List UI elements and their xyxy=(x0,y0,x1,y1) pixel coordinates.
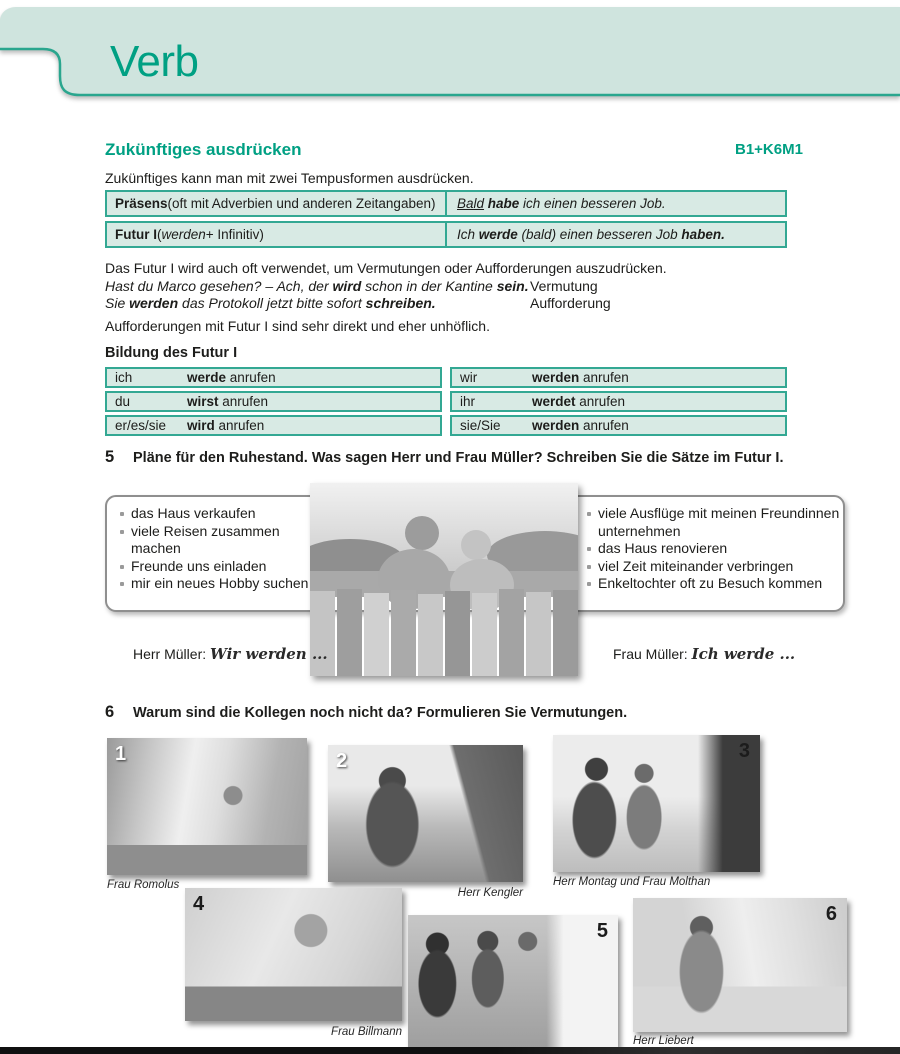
infinitive: anrufen xyxy=(583,418,629,433)
usage-part: das Protokoll jetzt bitte sofort xyxy=(178,295,366,311)
photo-caption: Herr Kengler xyxy=(457,887,523,899)
tense-term: Futur I xyxy=(115,227,157,242)
photo-colleagues-coffee-machine xyxy=(553,735,760,872)
pronoun: er/es/sie xyxy=(115,418,167,433)
photo-number: 6 xyxy=(825,903,837,925)
pronoun: du xyxy=(115,394,131,409)
example-cell xyxy=(447,227,785,242)
exercise-5-number: 5 xyxy=(105,448,115,466)
usage-intro: Das Futur I wird auch oft verwendet, um Vermutungen oder Aufforderungen auszudrücken. xyxy=(105,260,667,276)
list-item: Freunde uns einladen xyxy=(118,558,313,576)
list-item: mir ein neues Hobby suchen xyxy=(118,575,313,593)
exercise-6-number: 6 xyxy=(105,703,115,721)
example-part-bold: habe xyxy=(484,196,524,211)
tense-term-note: (oft mit Adverbien und anderen Zeitangaben) xyxy=(167,196,436,211)
usage-part: Sie xyxy=(105,295,130,311)
example-part: (bald) einen besseren Job xyxy=(521,227,682,242)
example-part-bold: werde xyxy=(475,227,522,242)
tense-term-note: ( xyxy=(157,227,162,242)
speaker-label: Frau Müller: xyxy=(613,646,692,662)
tense-name-cell xyxy=(107,223,447,246)
example-cell xyxy=(447,196,785,211)
photo-couple-at-fence xyxy=(310,483,578,676)
example-part: Ich xyxy=(457,227,476,242)
list-item: Enkeltochter oft zu Besuch kommen xyxy=(585,575,843,593)
photo-man-at-copier xyxy=(633,898,847,1032)
usage-part: schon in der Kantine xyxy=(361,278,497,294)
section-heading: Zukünftiges ausdrücken xyxy=(105,140,302,159)
photo-sick-woman xyxy=(185,888,402,1021)
exercise-6-title: Warum sind die Kollegen noch nicht da? Formulieren Sie Vermutungen. xyxy=(133,705,628,721)
table-row xyxy=(105,415,787,436)
photo-number: 3 xyxy=(738,740,750,762)
conjugation-heading: Bildung des Futur I xyxy=(105,345,238,361)
conjugation-cell xyxy=(450,391,787,412)
pronoun: sie/Sie xyxy=(460,418,501,433)
usage-note: Aufforderungen mit Futur I sind sehr direkt und eher unhöflich. xyxy=(105,318,490,334)
list-item: viel Zeit miteinander verbringen xyxy=(585,558,843,576)
tense-table xyxy=(105,190,787,252)
usage-part-bold: werden xyxy=(129,295,179,311)
tense-term-note: + Infinitiv) xyxy=(205,227,264,242)
pronoun: ihr xyxy=(460,394,476,409)
photo-caption: Herr Liebert xyxy=(633,1035,694,1047)
herr-mueller-prompt xyxy=(133,645,328,663)
pronoun: wir xyxy=(460,370,478,385)
photo-number: 2 xyxy=(336,750,348,772)
verb-form: wird xyxy=(187,418,215,433)
photo-caption: Herr Montag und Frau Molthan xyxy=(553,876,711,888)
lesson-reference: B1+K6M1 xyxy=(735,141,803,158)
table-row xyxy=(105,367,787,388)
infinitive: anrufen xyxy=(218,418,265,433)
usage-part: Hast du Marco gesehen? – Ach, der xyxy=(105,278,333,294)
tense-term: Präsens xyxy=(115,196,168,211)
exercise-5-list-right xyxy=(585,505,843,593)
conjugation-cell xyxy=(450,367,787,388)
conjugation-cell xyxy=(450,415,787,436)
speaker-label: Herr Müller: xyxy=(133,646,211,662)
usage-part-bold: wird xyxy=(332,278,362,294)
verb-form: werden xyxy=(532,418,580,433)
tense-name-cell xyxy=(107,192,447,215)
usage-label-aufforderung: Aufforderung xyxy=(530,295,611,311)
infinitive: anrufen xyxy=(222,394,269,409)
example-part-bold: haben. xyxy=(681,227,725,242)
verb-form: werde xyxy=(187,370,227,385)
photo-woman-oversleeping xyxy=(107,738,307,875)
photo-caption: Frau Billmann xyxy=(331,1026,402,1038)
list-item: das Haus verkaufen xyxy=(118,505,313,523)
verb-form: werden xyxy=(532,370,580,385)
verb-form: werdet xyxy=(532,394,576,409)
usage-part-bold: schreiben. xyxy=(365,295,436,311)
table-row xyxy=(105,190,787,217)
pronoun: ich xyxy=(115,370,133,385)
tense-term-italic: werden xyxy=(161,227,206,242)
list-item: viele Reisen zusammen machen xyxy=(118,523,313,558)
photo-number: 5 xyxy=(596,920,608,942)
example-part: ich einen besseren Job. xyxy=(523,196,666,211)
infinitive: anrufen xyxy=(583,370,629,385)
page-bottom-edge xyxy=(0,1047,900,1054)
exercise-5-title: Pläne für den Ruhestand. Was sagen Herr und Frau Müller? Schreiben Sie die Sätze im Futur I. xyxy=(133,450,784,466)
photo-people-in-seminar xyxy=(408,915,618,1047)
table-row xyxy=(105,391,787,412)
example-part: Bald xyxy=(457,196,485,211)
list-item: viele Ausflüge mit meinen Freundinnen unternehmen xyxy=(585,505,843,540)
exercise-5-list-left xyxy=(118,505,313,593)
photo-number: 4 xyxy=(193,893,205,915)
handwritten-start: Wir werden ... xyxy=(210,645,328,663)
conjugation-cell xyxy=(105,367,442,388)
section-intro: Zukünftiges kann man mit zwei Tempusformen ausdrücken. xyxy=(105,170,474,186)
frau-mueller-prompt xyxy=(613,645,795,663)
infinitive: anrufen xyxy=(579,394,626,409)
list-item: das Haus renovieren xyxy=(585,540,843,558)
usage-example-1 xyxy=(105,278,787,294)
conjugation-table xyxy=(105,367,787,439)
handwritten-start: Ich werde ... xyxy=(691,645,796,663)
conjugation-cell xyxy=(105,391,442,412)
photo-man-car-breakdown xyxy=(328,745,523,882)
table-row xyxy=(105,221,787,248)
photo-number: 1 xyxy=(115,743,127,765)
verb-form: wirst xyxy=(187,394,219,409)
usage-example-2 xyxy=(105,295,787,311)
usage-part-bold: sein. xyxy=(496,278,529,294)
infinitive: anrufen xyxy=(229,370,276,385)
fence-planks xyxy=(310,589,578,676)
conjugation-cell xyxy=(105,415,442,436)
chapter-title: Verb xyxy=(110,37,199,86)
usage-label-vermutung: Vermutung xyxy=(530,278,598,294)
photo-caption: Frau Romolus xyxy=(107,879,180,891)
